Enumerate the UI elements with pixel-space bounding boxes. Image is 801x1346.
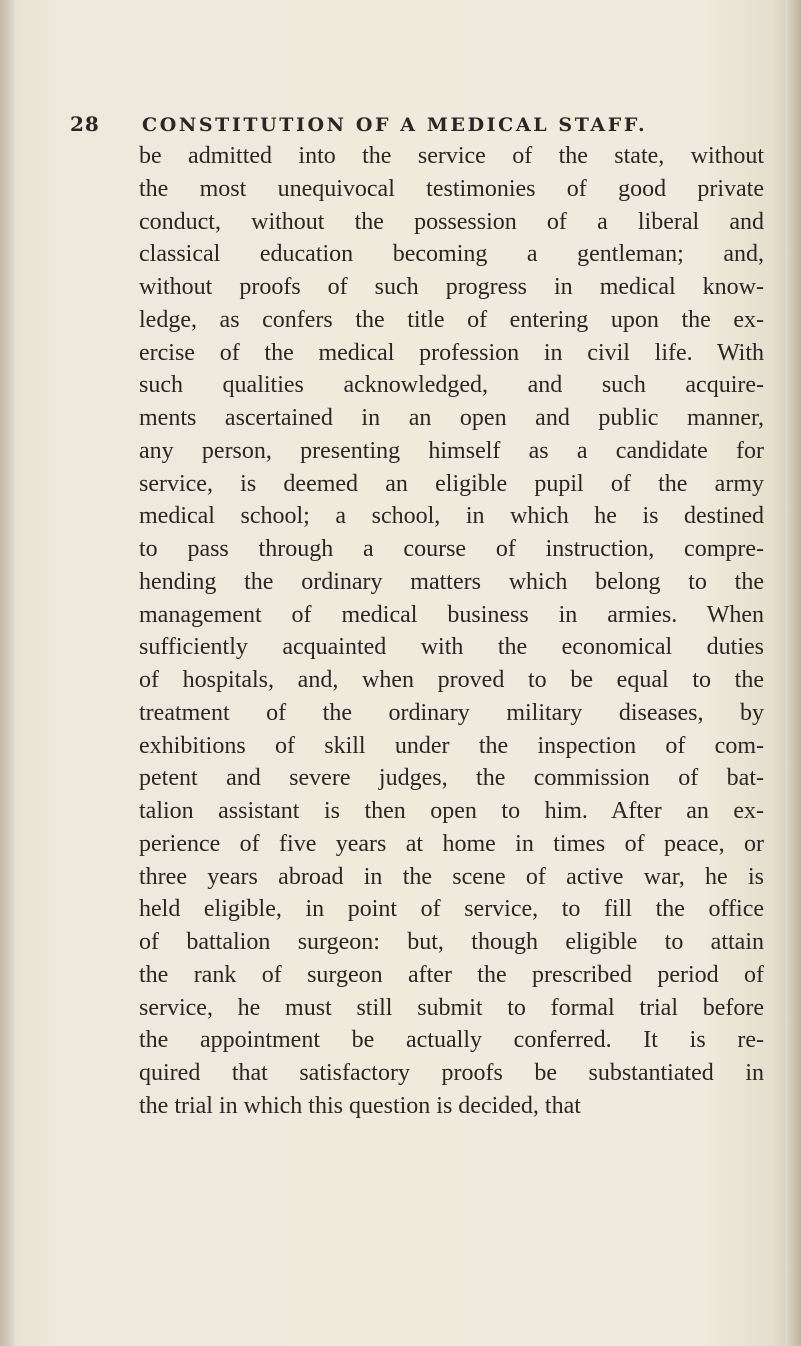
text-line: perience of five years at home in times of peace, or	[139, 830, 764, 857]
text-line: treatment of the ordinary military diseases, by	[139, 699, 764, 726]
text-line: classical education becoming a gentleman; and,	[139, 241, 764, 268]
text-line: the most unequivocal testimonies of good private	[139, 175, 764, 202]
text-line: of hospitals, and, when proved to be equal to the	[139, 667, 764, 693]
text-line: management of medical business in armies. When	[139, 601, 764, 628]
page-left-edge	[0, 0, 14, 1346]
text-line: ments ascertained in an open and public manner,	[139, 405, 764, 431]
page-right-edge	[785, 0, 801, 1346]
text-line: conduct, without the possession of a liberal and	[139, 208, 764, 235]
text-line: ercise of the medical profession in civil life. With	[139, 339, 764, 366]
text-line: held eligible, in point of service, to fill the office	[139, 896, 764, 923]
text-line: petent and severe judges, the commission of bat-	[139, 765, 764, 792]
text-line: service, is deemed an eligible pupil of the army	[139, 470, 764, 497]
text-line: quired that satisfactory proofs be substantiated in	[139, 1060, 764, 1086]
text-line: be admitted into the service of the state, without	[139, 143, 764, 169]
text-line: ledge, as confers the title of entering upon the ex-	[139, 306, 764, 333]
text-line: the trial in which this question is decided, that	[139, 1092, 581, 1119]
text-line: service, he must still submit to formal trial before	[139, 994, 764, 1021]
body-text	[139, 140, 764, 1123]
text-line: without proofs of such progress in medical know-	[139, 274, 764, 300]
text-line: to pass through a course of instruction, compre-	[139, 536, 764, 562]
text-line: the rank of surgeon after the prescribed period of	[139, 961, 764, 988]
text-line: hending the ordinary matters which belong to the	[139, 568, 764, 595]
text-line: sufficiently acquainted with the economical duties	[139, 634, 764, 661]
text-line: medical school; a school, in which he is destined	[139, 503, 764, 530]
text-line: talion assistant is then open to him. After an ex-	[139, 798, 764, 824]
text-line: any person, presenting himself as a candidate for	[139, 437, 764, 464]
text-line: such qualities acknowledged, and such acquire-	[139, 372, 764, 399]
text-line: three years abroad in the scene of active war, he is	[139, 863, 764, 890]
text-line: exhibitions of skill under the inspection of com-	[139, 732, 764, 759]
running-head: CONSTITUTION OF A MEDICAL STAFF.	[142, 114, 648, 136]
page-number: 28	[70, 112, 100, 136]
text-line: of battalion surgeon: but, though eligible to attain	[139, 929, 764, 955]
text-line: the appointment be actually conferred. It is re-	[139, 1027, 764, 1054]
